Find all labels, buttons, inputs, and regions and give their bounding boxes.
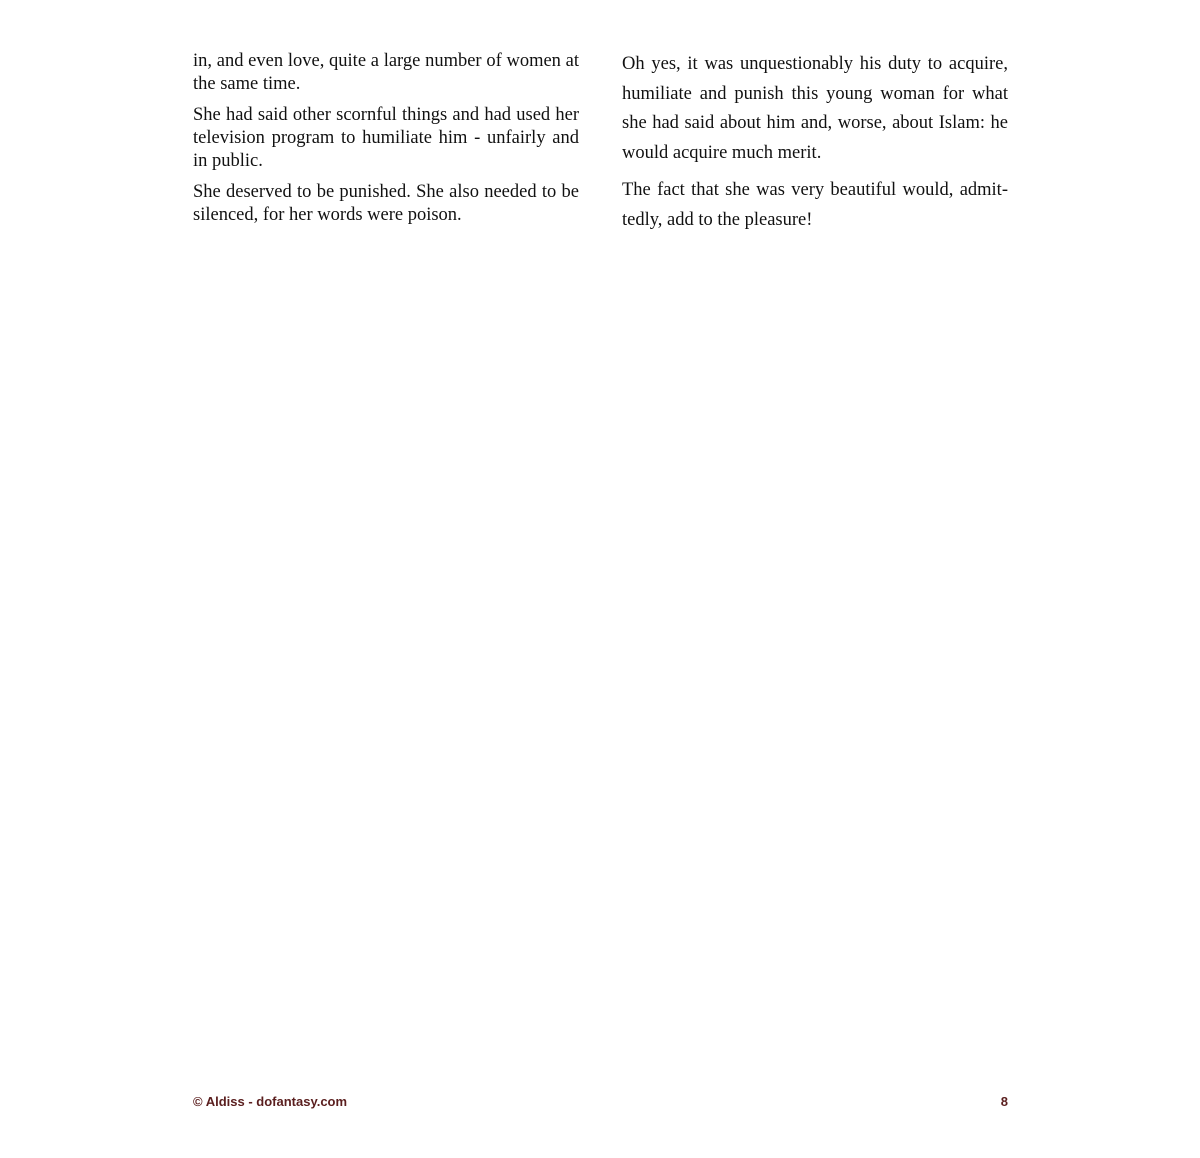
- paragraph: Oh yes, it was unquestionably his duty to acquire, humiliate and punish this young woman for what she had said about him and, worse, about Islam: he would acquire much merit.: [622, 54, 1008, 163]
- page-footer: [193, 1094, 1008, 1112]
- paragraph: in, and even love, quite a large number of women at the same time.: [193, 51, 579, 94]
- paragraph: She deserved to be punished. She also needed to be silenced, for her words were poison.: [193, 182, 579, 225]
- paragraph: The fact that she was very beautiful would, admittedly, add to the pleasure!: [622, 180, 1008, 230]
- left-text-column: [193, 50, 579, 235]
- paragraph: She had said other scornful things and had used her television program to humiliate him - unfairly and in public.: [193, 105, 579, 171]
- right-text-column: [622, 50, 1008, 243]
- page-number: 8: [1000, 1094, 1008, 1109]
- copyright-notice: © Aldiss - dofantasy.com: [193, 1094, 348, 1109]
